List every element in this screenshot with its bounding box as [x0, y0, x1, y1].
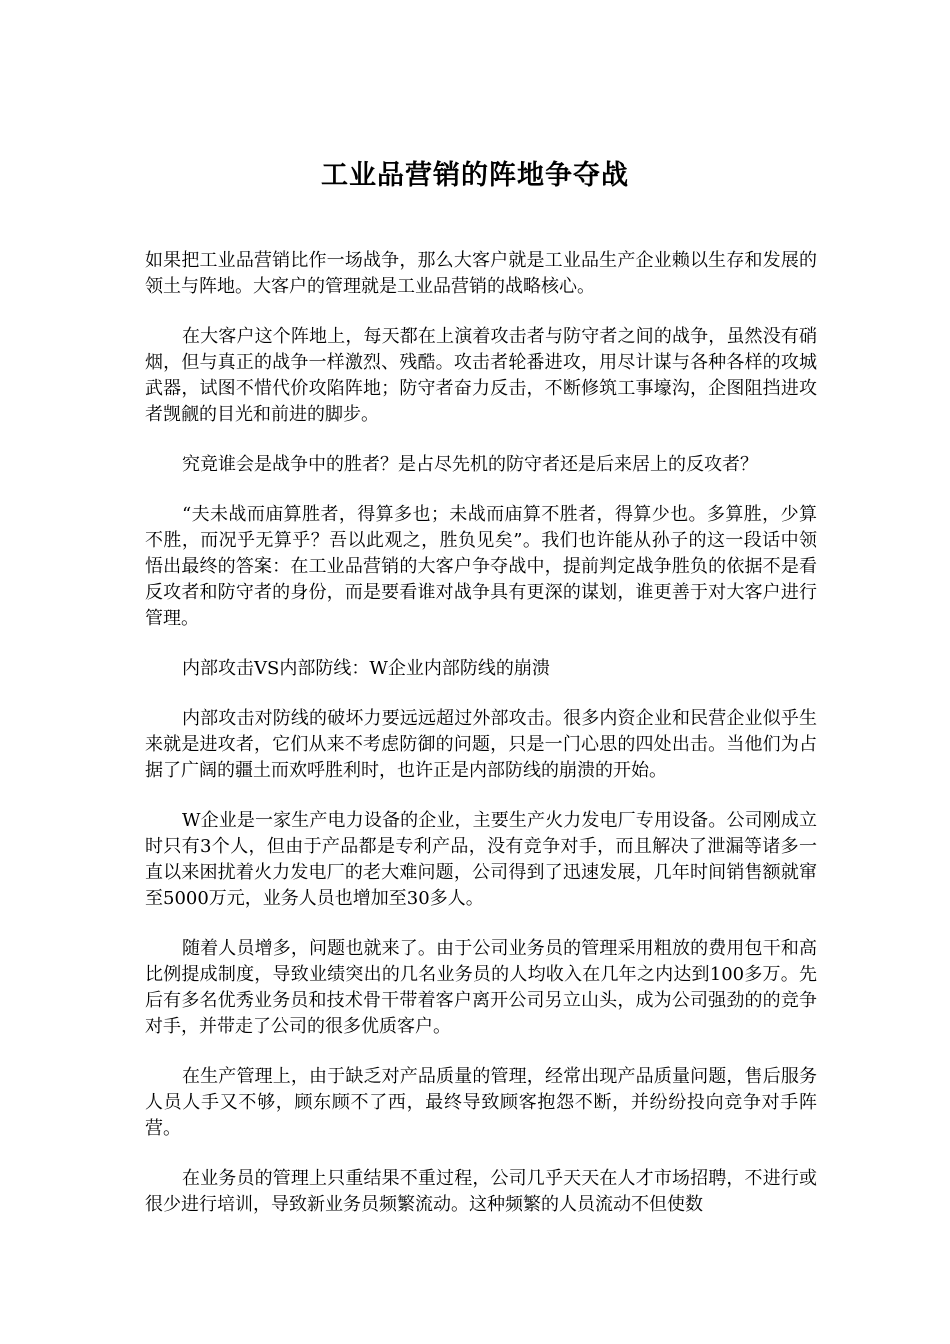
document-title: 工业品营销的阵地争夺战	[321, 160, 629, 191]
paragraph-7: W企业是一家生产电力设备的企业，主要生产火力发电厂专用设备。公司刚成立时只有3个人，但由于产品都是专利产品，没有竞争对手，而且解决了泄漏等诸多一直以来困扰着火力发电厂的老大难问题，公司得到了迅速发展，几年时间销售额就窜至5000万元，业务人员也增加至30多人。	[145, 810, 817, 909]
paragraph-8: 随着人员增多，问题也就来了。由于公司业务员的管理采用粗放的费用包干和高比例提成制度，导致业绩突出的几名业务员的人均收入在几年之内达到100多万。先后有多名优秀业务员和技术骨干带着客户离开公司另立山头，成为公司强劲的的竞争对手，并带走了公司的很多优质客户。	[145, 938, 817, 1037]
paragraph-6: 内部攻击对防线的破坏力要远远超过外部攻击。很多内资企业和民营企业似乎生来就是进攻者，它们从来不考虑防御的问题，只是一门心思的四处出击。当他们为占据了广阔的疆土而欢呼胜利时，也许正是内部防线的崩溃的开始。	[145, 708, 817, 781]
paragraph-4: “夫未战而庙算胜者，得算多也；未战而庙算不胜者，得算少也。多算胜，少算不胜，而况乎无算乎？吾以此观之，胜负见矣”。我们也许能从孙子的这一段话中领悟出最终的答案：在工业品营销的大客户争夺战中，提前判定战争胜负的依据不是看反攻者和防守者的身份，而是要看谁对战争具有更深的谋划，谁更善于对大客户进行管理。	[145, 504, 817, 629]
paragraph-2: 在大客户这个阵地上，每天都在上演着攻击者与防守者之间的战争，虽然没有硝烟，但与真正的战争一样激烈、残酷。攻击者轮番进攻，用尽计谋与各种各样的攻城武器，试图不惜代价攻陷阵地；防守者奋力反击，不断修筑工事壕沟，企图阻挡进攻者觊觎的目光和前进的脚步。	[145, 326, 817, 425]
section-heading: 内部攻击VS内部防线：W企业内部防线的崩溃	[182, 658, 550, 679]
paragraph-9: 在生产管理上，由于缺乏对产品质量的管理，经常出现产品质量问题，售后服务人员人手又不够，顾东顾不了西，最终导致顾客抱怨不断，并纷纷投向竞争对手阵营。	[145, 1066, 817, 1139]
paragraph-3: 究竟谁会是战争中的胜者？是占尽先机的防守者还是后来居上的反攻者？	[182, 454, 758, 475]
paragraph-1: 如果把工业品营销比作一场战争，那么大客户就是工业品生产企业赖以生存和发展的领土与阵地。大客户的管理就是工业品营销的战略核心。	[145, 250, 817, 297]
paragraph-10: 在业务员的管理上只重结果不重过程，公司几乎天天在人才市场招聘，不进行或很少进行培训，导致新业务员频繁流动。这种频繁的人员流动不但使数	[145, 1168, 817, 1215]
document-body	[145, 248, 817, 1242]
